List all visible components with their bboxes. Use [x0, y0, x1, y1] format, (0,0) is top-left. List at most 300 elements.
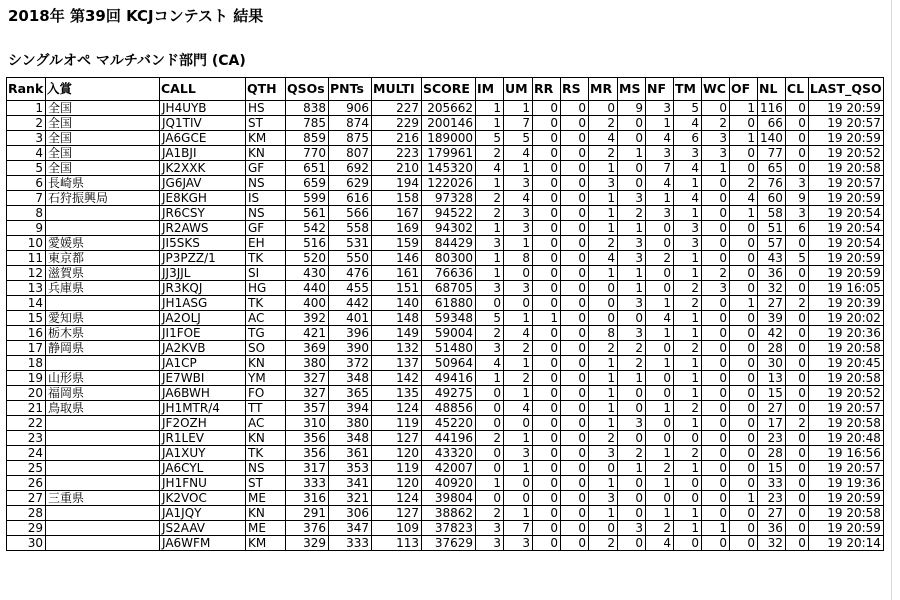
table-cell: 1	[674, 311, 702, 326]
table-cell: 49275	[422, 386, 476, 401]
table-cell: 0	[646, 431, 674, 446]
table-cell: 43	[758, 251, 786, 266]
column-header: OF	[730, 78, 758, 101]
column-header: PNTs	[329, 78, 372, 101]
table-cell: 0	[730, 431, 758, 446]
table-cell: 151	[372, 281, 422, 296]
table-cell	[46, 521, 160, 536]
table-cell: 1	[589, 191, 618, 206]
table-cell: 0	[674, 431, 702, 446]
table-cell: JR1LEV	[160, 431, 246, 446]
table-cell: 599	[286, 191, 329, 206]
table-cell: 3	[589, 446, 618, 461]
table-cell: 356	[286, 446, 329, 461]
table-cell: 1	[646, 476, 674, 491]
table-cell: 216	[372, 131, 422, 146]
table-cell: 0	[589, 281, 618, 296]
table-cell: TK	[246, 251, 286, 266]
table-cell: 1	[730, 296, 758, 311]
table-cell: 5	[476, 311, 504, 326]
table-cell: ME	[246, 521, 286, 536]
table-cell: 76636	[422, 266, 476, 281]
table-cell: 651	[286, 161, 329, 176]
table-row	[7, 341, 884, 356]
table-cell: 161	[372, 266, 422, 281]
table-cell: 0	[533, 416, 561, 431]
table-cell: 0	[561, 536, 589, 551]
table-cell: 1	[589, 416, 618, 431]
table-cell: 2	[618, 206, 646, 221]
table-cell: 1	[730, 206, 758, 221]
table-cell: 0	[533, 431, 561, 446]
table-cell: 113	[372, 536, 422, 551]
table-cell: JA1XUY	[160, 446, 246, 461]
table-cell: 135	[372, 386, 422, 401]
table-cell: EH	[246, 236, 286, 251]
table-cell: 0	[702, 386, 730, 401]
table-cell	[46, 431, 160, 446]
table-cell: 19 20:59	[808, 266, 883, 281]
table-cell: ST	[246, 116, 286, 131]
table-cell: 19 20:52	[808, 146, 883, 161]
table-row	[7, 521, 884, 536]
table-cell: 2	[589, 146, 618, 161]
table-cell: 42	[758, 326, 786, 341]
table-cell: 127	[372, 431, 422, 446]
table-cell: 0	[561, 401, 589, 416]
table-cell: 37629	[422, 536, 476, 551]
table-cell: 333	[286, 476, 329, 491]
table-cell: 380	[329, 416, 372, 431]
column-header: RR	[533, 78, 561, 101]
table-cell	[46, 221, 160, 236]
table-cell: 120	[372, 446, 422, 461]
table-cell: 0	[561, 266, 589, 281]
table-cell: 0	[785, 326, 808, 341]
table-cell: 3	[702, 146, 730, 161]
table-cell: 21	[7, 401, 46, 416]
table-cell: JA6BWH	[160, 386, 246, 401]
table-cell: 119	[372, 461, 422, 476]
table-cell: 40920	[422, 476, 476, 491]
table-cell: 8	[504, 251, 533, 266]
table-cell: JA1CP	[160, 356, 246, 371]
table-cell: 3	[646, 146, 674, 161]
table-cell: 1	[674, 371, 702, 386]
table-cell: 0	[785, 116, 808, 131]
table-cell: 1	[730, 131, 758, 146]
table-cell: 2	[674, 281, 702, 296]
table-cell: 42007	[422, 461, 476, 476]
table-cell: 770	[286, 146, 329, 161]
table-cell: 1	[504, 311, 533, 326]
table-cell: 0	[702, 446, 730, 461]
table-cell: 159	[372, 236, 422, 251]
table-cell: 5	[504, 131, 533, 146]
table-cell: 421	[286, 326, 329, 341]
column-header: QTH	[246, 78, 286, 101]
table-cell: 59348	[422, 311, 476, 326]
table-row	[7, 146, 884, 161]
table-cell	[46, 506, 160, 521]
table-cell: 0	[504, 416, 533, 431]
table-cell: AC	[246, 311, 286, 326]
table-cell: 4	[476, 161, 504, 176]
table-cell: 142	[372, 371, 422, 386]
table-cell: 167	[372, 206, 422, 221]
table-cell: 327	[286, 386, 329, 401]
table-cell: 19 20:02	[808, 311, 883, 326]
table-cell: 0	[730, 266, 758, 281]
table-cell: 0	[730, 401, 758, 416]
table-cell: 1	[702, 521, 730, 536]
table-cell: GF	[246, 221, 286, 236]
table-cell: JH1MTR/4	[160, 401, 246, 416]
table-cell: 51480	[422, 341, 476, 356]
table-cell: 3	[476, 536, 504, 551]
table-cell: 0	[702, 416, 730, 431]
table-cell: 148	[372, 311, 422, 326]
table-cell: 0	[504, 266, 533, 281]
table-cell: 200146	[422, 116, 476, 131]
table-cell: 3	[618, 251, 646, 266]
table-cell: 全国	[46, 146, 160, 161]
table-cell: 1	[504, 101, 533, 116]
table-cell: 1	[476, 371, 504, 386]
table-cell: 13	[7, 281, 46, 296]
table-cell: 542	[286, 221, 329, 236]
table-cell	[46, 476, 160, 491]
table-cell: 369	[286, 341, 329, 356]
table-cell: 1	[674, 251, 702, 266]
table-cell	[46, 416, 160, 431]
table-cell: 0	[561, 221, 589, 236]
table-cell: 51	[758, 221, 786, 236]
table-cell: 0	[785, 311, 808, 326]
table-cell: 4	[7, 146, 46, 161]
table-cell: 347	[329, 521, 372, 536]
table-cell: SO	[246, 341, 286, 356]
table-cell: JS2AAV	[160, 521, 246, 536]
table-cell: 2	[476, 206, 504, 221]
table-cell: 0	[646, 371, 674, 386]
table-cell: 785	[286, 116, 329, 131]
table-cell: JA2OLJ	[160, 311, 246, 326]
table-cell: GF	[246, 161, 286, 176]
table-cell: 19 20:58	[808, 161, 883, 176]
table-cell: 4	[589, 251, 618, 266]
table-row	[7, 221, 884, 236]
table-cell: 18	[7, 356, 46, 371]
table-cell: 558	[329, 221, 372, 236]
table-cell: JH4UYB	[160, 101, 246, 116]
table-cell: JI5SKS	[160, 236, 246, 251]
table-cell: 27	[758, 506, 786, 521]
table-cell: 3	[618, 296, 646, 311]
table-cell: AC	[246, 416, 286, 431]
table-cell: 0	[730, 221, 758, 236]
table-cell: 94302	[422, 221, 476, 236]
table-cell: 0	[561, 131, 589, 146]
table-cell: 4	[476, 356, 504, 371]
table-cell: 1	[674, 461, 702, 476]
column-header: LAST_QSO	[808, 78, 883, 101]
table-cell: 376	[286, 521, 329, 536]
table-cell: 365	[329, 386, 372, 401]
table-cell: 0	[674, 536, 702, 551]
table-cell: 0	[785, 521, 808, 536]
table-cell: 1	[702, 161, 730, 176]
table-cell: KM	[246, 131, 286, 146]
table-cell: 68705	[422, 281, 476, 296]
table-cell: 455	[329, 281, 372, 296]
table-cell: 229	[372, 116, 422, 131]
table-cell: 1	[618, 221, 646, 236]
table-cell: 9	[7, 221, 46, 236]
table-cell: 19 16:56	[808, 446, 883, 461]
table-cell: 0	[785, 536, 808, 551]
table-cell: YM	[246, 371, 286, 386]
table-cell: 12	[7, 266, 46, 281]
column-header: MS	[618, 78, 646, 101]
table-cell: 愛知県	[46, 311, 160, 326]
table-cell: 0	[702, 296, 730, 311]
table-cell: 361	[329, 446, 372, 461]
table-cell: 0	[561, 296, 589, 311]
table-cell: 0	[730, 446, 758, 461]
table-cell: 0	[646, 386, 674, 401]
table-cell	[46, 296, 160, 311]
table-cell: 0	[730, 536, 758, 551]
table-cell: 2	[730, 176, 758, 191]
table-cell: 1	[476, 266, 504, 281]
table-cell: 2	[646, 521, 674, 536]
table-cell: HG	[246, 281, 286, 296]
table-cell: NS	[246, 176, 286, 191]
table-cell: 1	[646, 116, 674, 131]
table-cell: 0	[533, 191, 561, 206]
table-cell: 19 20:52	[808, 386, 883, 401]
table-cell: 0	[476, 491, 504, 506]
table-cell: 23	[758, 491, 786, 506]
table-cell: 1	[674, 356, 702, 371]
table-cell: 353	[329, 461, 372, 476]
column-header: Rank	[7, 78, 46, 101]
table-cell: 0	[561, 521, 589, 536]
table-header-row	[7, 78, 884, 101]
table-cell: 146	[372, 251, 422, 266]
table-cell: 0	[646, 266, 674, 281]
table-cell: JJ3JJL	[160, 266, 246, 281]
table-cell: 3	[476, 341, 504, 356]
table-cell: JR2AWS	[160, 221, 246, 236]
table-row	[7, 176, 884, 191]
table-cell: 0	[785, 491, 808, 506]
table-cell: 6	[7, 176, 46, 191]
table-cell: 0	[561, 146, 589, 161]
table-cell: 1	[674, 206, 702, 221]
table-cell: 1	[589, 401, 618, 416]
table-cell: 169	[372, 221, 422, 236]
table-cell: 0	[561, 116, 589, 131]
table-cell: 0	[533, 401, 561, 416]
table-cell: 0	[589, 296, 618, 311]
table-cell: 3	[589, 491, 618, 506]
table-cell: 77	[758, 146, 786, 161]
table-cell: 838	[286, 101, 329, 116]
table-row	[7, 431, 884, 446]
table-cell: 4	[504, 401, 533, 416]
table-cell: 43320	[422, 446, 476, 461]
table-cell: 0	[561, 341, 589, 356]
table-cell: 36	[758, 521, 786, 536]
table-cell: 0	[476, 386, 504, 401]
table-cell: 1	[476, 476, 504, 491]
table-cell: 392	[286, 311, 329, 326]
table-cell: 2	[504, 371, 533, 386]
table-cell: 2	[589, 341, 618, 356]
table-cell: 2	[646, 251, 674, 266]
table-cell: 0	[533, 116, 561, 131]
table-cell: 124	[372, 401, 422, 416]
table-cell: 317	[286, 461, 329, 476]
table-cell: 2	[589, 536, 618, 551]
table-cell: 5	[674, 101, 702, 116]
table-cell: 1	[674, 506, 702, 521]
table-cell: 3	[702, 131, 730, 146]
table-cell: 122026	[422, 176, 476, 191]
table-cell: 19 20:14	[808, 536, 883, 551]
table-cell: 0	[785, 506, 808, 521]
table-cell: 0	[730, 341, 758, 356]
column-header: SCORE	[422, 78, 476, 101]
table-cell: 全国	[46, 116, 160, 131]
table-cell: 476	[329, 266, 372, 281]
table-cell: 鳥取県	[46, 401, 160, 416]
table-cell: 97328	[422, 191, 476, 206]
table-cell: 2	[785, 416, 808, 431]
table-cell: 0	[561, 461, 589, 476]
table-cell: JK2XXK	[160, 161, 246, 176]
table-cell: 0	[533, 206, 561, 221]
table-cell: 66	[758, 116, 786, 131]
table-cell: 0	[702, 431, 730, 446]
table-cell: 2	[589, 236, 618, 251]
section-title: シングルオペ マルチバンド部門 (CA)	[8, 53, 246, 69]
table-cell: 3	[674, 146, 702, 161]
table-cell: 19 20:36	[808, 326, 883, 341]
table-cell: 栃木県	[46, 326, 160, 341]
column-header: UM	[504, 78, 533, 101]
table-cell: 0	[730, 116, 758, 131]
table-cell: 0	[785, 146, 808, 161]
table-cell: 116	[758, 101, 786, 116]
table-cell: 1	[646, 296, 674, 311]
table-cell: 2	[476, 326, 504, 341]
table-cell: 1	[476, 251, 504, 266]
table-cell: 2	[7, 116, 46, 131]
table-cell: 0	[785, 446, 808, 461]
table-cell: 0	[561, 161, 589, 176]
table-cell: 0	[785, 101, 808, 116]
table-cell: 291	[286, 506, 329, 521]
table-cell: 1	[618, 266, 646, 281]
table-cell: 19 20:39	[808, 296, 883, 311]
table-cell: 28	[758, 446, 786, 461]
table-cell: 306	[329, 506, 372, 521]
table-row	[7, 401, 884, 416]
table-cell: 1	[504, 506, 533, 521]
table-cell: 4	[646, 131, 674, 146]
table-cell: 0	[702, 221, 730, 236]
column-header: RS	[561, 78, 589, 101]
table-cell: 1	[589, 221, 618, 236]
table-cell: 0	[533, 446, 561, 461]
table-cell: 0	[702, 311, 730, 326]
table-cell: 37823	[422, 521, 476, 536]
table-cell: 0	[618, 476, 646, 491]
table-cell: 0	[646, 491, 674, 506]
table-cell: 三重県	[46, 491, 160, 506]
table-cell	[46, 446, 160, 461]
table-cell: 1	[589, 266, 618, 281]
table-cell: 0	[618, 116, 646, 131]
table-cell: JI1FOE	[160, 326, 246, 341]
table-cell: 9	[618, 101, 646, 116]
table-cell: 4	[646, 311, 674, 326]
table-row	[7, 506, 884, 521]
table-cell: 906	[329, 101, 372, 116]
table-cell: 0	[533, 281, 561, 296]
table-cell: 659	[286, 176, 329, 191]
table-cell: 94522	[422, 206, 476, 221]
table-cell: 16	[7, 326, 46, 341]
column-header: MR	[589, 78, 618, 101]
table-cell: 全国	[46, 131, 160, 146]
table-cell: 140	[758, 131, 786, 146]
table-cell: 76	[758, 176, 786, 191]
table-cell: 1	[730, 101, 758, 116]
table-cell: 1	[674, 326, 702, 341]
table-cell: 0	[589, 461, 618, 476]
table-cell: 0	[561, 326, 589, 341]
table-cell: 3	[618, 416, 646, 431]
table-cell: 0	[702, 341, 730, 356]
table-cell: 石狩振興局	[46, 191, 160, 206]
table-cell: 57	[758, 236, 786, 251]
table-cell: 4	[674, 116, 702, 131]
table-cell: 1	[589, 356, 618, 371]
table-cell: 3	[7, 131, 46, 146]
column-header: QSOs	[286, 78, 329, 101]
table-cell: 84429	[422, 236, 476, 251]
table-cell: JA6GCE	[160, 131, 246, 146]
table-cell: 東京都	[46, 251, 160, 266]
table-cell: 210	[372, 161, 422, 176]
table-cell: 0	[702, 476, 730, 491]
table-row	[7, 311, 884, 326]
table-cell: 119	[372, 416, 422, 431]
table-cell: ME	[246, 491, 286, 506]
table-cell: 0	[702, 536, 730, 551]
table-cell: 0	[646, 341, 674, 356]
table-cell: 19 20:58	[808, 371, 883, 386]
table-cell: 0	[702, 401, 730, 416]
table-row	[7, 536, 884, 551]
table-row	[7, 296, 884, 311]
table-cell: 0	[561, 476, 589, 491]
table-cell: 0	[646, 416, 674, 431]
